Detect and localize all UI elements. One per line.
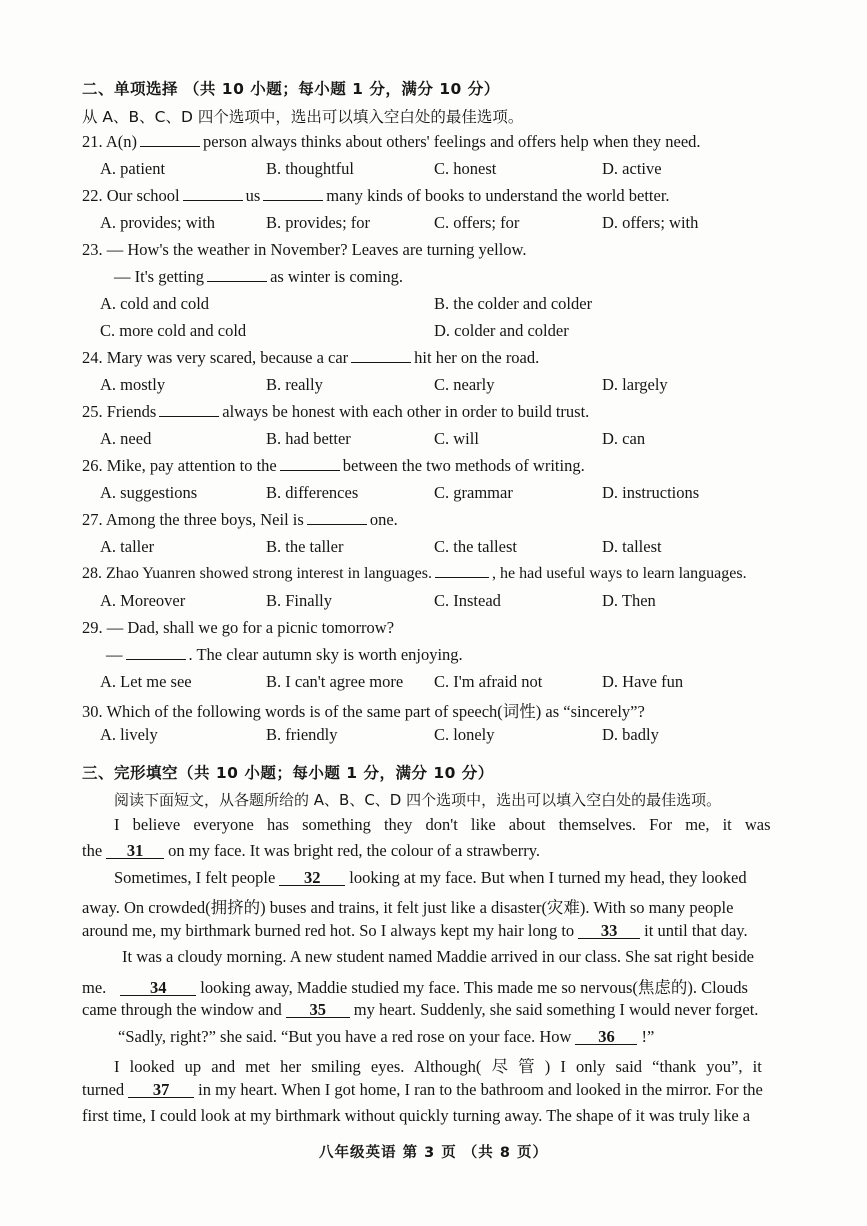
section2-heading: 二、单项选择 （共 10 小题；每小题 1 分，满分 10 分） [82,80,500,98]
answer-blank [126,646,186,660]
option: A. suggestions [100,483,198,502]
cloze-blank-36: 36 [575,1029,637,1045]
answer-blank [280,457,340,471]
option: C. honest [434,159,497,178]
option: C. Instead [434,591,501,610]
cloze-blank-33: 33 [578,923,640,939]
option: D. offers; with [602,213,699,232]
option: A. cold and cold [100,294,210,313]
answer-blank [140,133,200,147]
option: B. I can't agree more [266,672,404,691]
option: A. taller [100,537,155,556]
option: D. active [602,159,662,178]
question-21: 21. A(n) person always thinks about others' feelings and offers help when they need. [82,132,701,151]
question-27: 27. Among the three boys, Neil is one. [82,510,398,529]
question-26: 26. Mike, pay attention to the between the two methods of writing. [82,456,585,475]
option: A. Let me see [100,672,192,691]
option: C. will [434,429,479,448]
option: B. Finally [266,591,333,610]
passage-line: away. On crowded(拥挤的) buses and trains, it felt just like a disaster(灾难). With so many people [82,898,734,917]
passage-line: turned 37 in my heart. When I got home, I ran to the bathroom and looked in the mirror. For the [82,1080,763,1099]
option: C. lonely [434,725,495,744]
option: C. grammar [434,483,513,502]
answer-blank [307,511,367,525]
option: A. mostly [100,375,166,394]
option: C. the tallest [434,537,517,556]
question-24: 24. Mary was very scared, because a car hit her on the road. [82,348,540,367]
answer-blank [351,349,411,363]
passage-line: the 31 on my face. It was bright red, the colour of a strawberry. [82,841,541,860]
option: C. offers; for [434,213,520,232]
passage-line: came through the window and 35 my heart. Suddenly, she said something I would never forget. [82,1000,759,1019]
option: B. differences [266,483,359,502]
option: B. the colder and colder [434,294,593,313]
option: A. patient [100,159,166,178]
option: D. Then [602,591,656,610]
cloze-blank-34: 34 [120,980,196,996]
answer-blank [207,268,267,282]
option: D. tallest [602,537,662,556]
option: D. instructions [602,483,700,502]
passage-line: “Sadly, right?” she said. “But you have a red rose on your face. How 36 !” [118,1027,655,1046]
option: C. I'm afraid not [434,672,543,691]
option: B. friendly [266,725,338,744]
passage-line: I looked up and met her smiling eyes. Although( 尽 管 ) I only said “thank you”, it [114,1057,762,1076]
question-29: 29. — Dad, shall we go for a picnic tomorrow? [82,618,395,637]
answer-blank [263,187,323,201]
option: C. nearly [434,375,495,394]
question-30: 30. Which of the following words is of the same part of speech(词性) as “sincerely”? [82,702,645,721]
option: B. thoughtful [266,159,355,178]
option: B. really [266,375,323,394]
page-footer: 八年级英语 第 3 页 （共 8 页） [319,1145,548,1161]
option: B. provides; for [266,213,371,232]
question-29-reply: — . The clear autumn sky is worth enjoying. [106,645,463,664]
question-23: 23. — How's the weather in November? Leaves are turning yellow. [82,240,527,259]
option: B. had better [266,429,351,448]
option: B. the taller [266,537,344,556]
answer-blank [435,564,489,578]
answer-blank [159,403,219,417]
section2-instruction: 从 A、B、C、D 四个选项中，选出可以填入空白处的最佳选项。 [82,108,524,126]
option: D. Have fun [602,672,684,691]
cloze-blank-32: 32 [279,870,345,886]
option: D. colder and colder [434,321,569,340]
section3-instruction: 阅读下面短文，从各题所给的 A、B、C、D 四个选项中，选出可以填入空白处的最佳选项。 [114,791,722,809]
passage-line: me. 34 looking away, Maddie studied my face. This made me so nervous(焦虑的). Clouds [82,978,748,997]
cloze-blank-35: 35 [286,1002,350,1018]
option: D. largely [602,375,668,394]
passage-line: first time, I could look at my birthmark without quickly turning away. The shape of it was truly like a [82,1106,751,1125]
passage-line: I believe everyone has something they don't like about themselves. For me, it was [114,815,771,834]
cloze-blank-37: 37 [128,1082,194,1098]
passage-line: It was a cloudy morning. A new student named Maddie arrived in our class. She sat right beside [122,947,754,966]
option: D. badly [602,725,659,744]
section3-heading: 三、完形填空（共 10 小题；每小题 1 分，满分 10 分） [82,764,494,782]
option: A. lively [100,725,158,744]
option: D. can [602,429,646,448]
question-22: 22. Our school us many kinds of books to understand the world better. [82,186,670,205]
question-25: 25. Friends always be honest with each other in order to build trust. [82,402,590,421]
option: A. provides; with [100,213,216,232]
answer-blank [183,187,243,201]
option: C. more cold and cold [100,321,247,340]
passage-line: Sometimes, I felt people 32 looking at my face. But when I turned my head, they looked [114,868,747,887]
option: A. Moreover [100,591,186,610]
passage-line: around me, my birthmark burned red hot. So I always kept my hair long to 33 it until that day. [82,921,748,940]
option: A. need [100,429,152,448]
question-23-reply: — It's getting as winter is coming. [114,267,403,286]
question-28: 28. Zhao Yuanren showed strong interest in languages. , he had useful ways to learn languages. [82,565,747,582]
cloze-blank-31: 31 [106,843,164,859]
